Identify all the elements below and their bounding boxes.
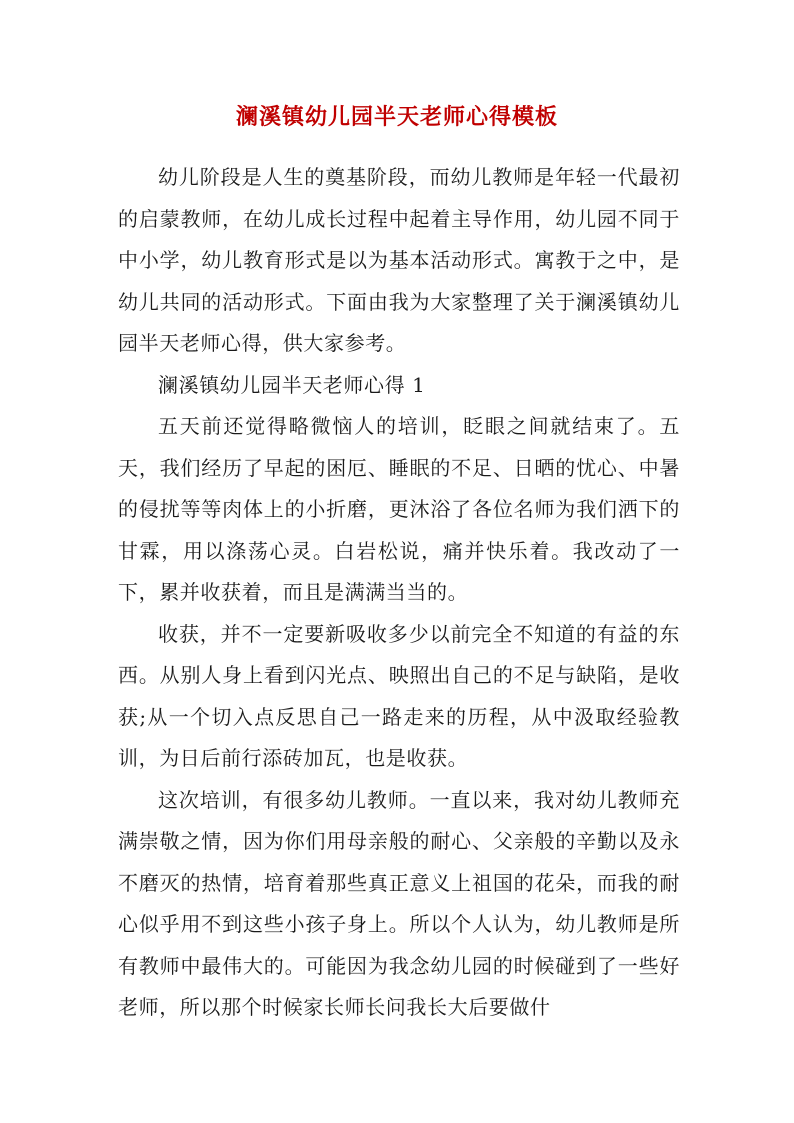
intro-paragraph: 幼儿阶段是人生的奠基阶段，而幼儿教师是年轻一代最初的启蒙教师，在幼儿成长过程中起着主导作用，幼儿园不同于中小学，幼儿教育形式是以为基本活动形式。寓教于之中，是幼儿共同的活动形式。下面由我为大家整理了关于澜溪镇幼儿园半天老师心得，供大家参考。	[118, 165, 680, 355]
document-body	[118, 157, 680, 1029]
document-title: 澜溪镇幼儿园半天老师心得模板	[235, 104, 558, 130]
body-paragraph: 五天前还觉得略微恼人的培训，眨眼之间就结束了。五天，我们经历了早起的困厄、睡眠的不足、日晒的忧心、中暑的侵扰等等肉体上的小折磨，更沐浴了各位名师为我们洒下的甘霖，用以涤荡心灵。白岩松说，痛并快乐着。我改动了一下，累并收获着，而且是满满当当的。	[118, 414, 680, 604]
section-heading: 澜溪镇幼儿园半天老师心得 1	[158, 372, 426, 397]
body-paragraph: 这次培训，有很多幼儿教师。一直以来，我对幼儿教师充满崇敬之情，因为你们用母亲般的耐心、父亲般的辛勤以及永不磨灭的热情，培育着那些真正意义上祖国的花朵，而我的耐心似乎用不到这些小孩子身上。所以个人认为，幼儿教师是所有教师中最伟大的。可能因为我念幼儿园的时候碰到了一些好老师，所以那个时候家长师长问我长大后要做什	[118, 787, 680, 1019]
body-paragraph: 收获，并不一定要新吸收多少以前完全不知道的有益的东西。从别人身上看到闪光点、映照出自己的不足与缺陷，是收获;从一个切入点反思自己一路走来的历程，从中汲取经验教训，为日后前行添砖加瓦，也是收获。	[118, 621, 680, 770]
